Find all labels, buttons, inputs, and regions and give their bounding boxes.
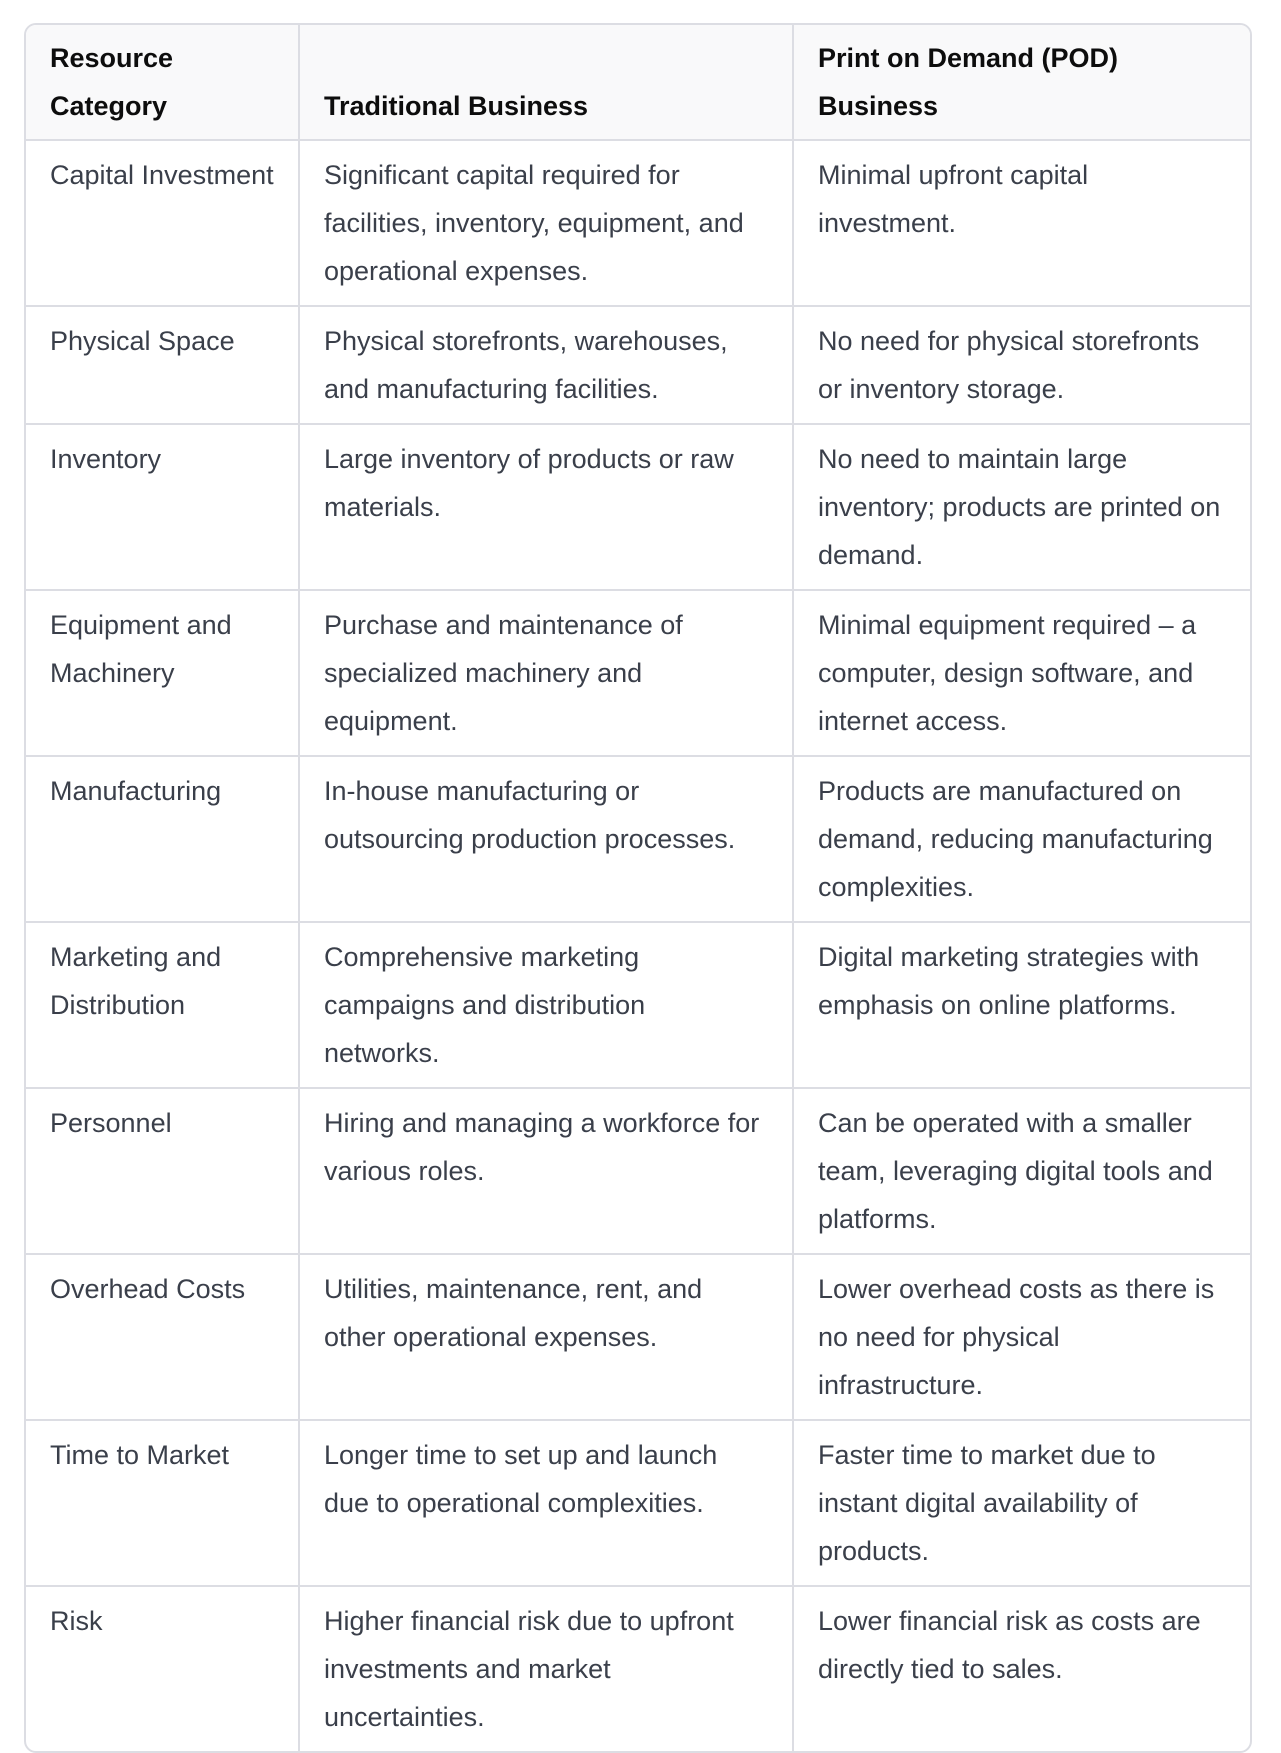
- table-row: [26, 1421, 1250, 1587]
- cell-category: Capital Investment: [26, 141, 300, 307]
- cell-pod: No need to maintain large inventory; products are printed on demand.: [794, 425, 1250, 591]
- cell-traditional: Large inventory of products or raw materials.: [300, 425, 794, 591]
- cell-traditional: Hiring and managing a workforce for various roles.: [300, 1089, 794, 1255]
- cell-pod: Digital marketing strategies with emphasis on online platforms.: [794, 923, 1250, 1089]
- cell-category: Physical Space: [26, 307, 300, 425]
- header-resource-category: Resource Category: [26, 25, 300, 141]
- table-row: [26, 1089, 1250, 1255]
- table-row: [26, 591, 1250, 757]
- cell-pod: Products are manufactured on demand, reducing manufacturing complexities.: [794, 757, 1250, 923]
- cell-category: Marketing and Distribution: [26, 923, 300, 1089]
- cell-pod: No need for physical storefronts or inventory storage.: [794, 307, 1250, 425]
- cell-traditional: Longer time to set up and launch due to operational complexities.: [300, 1421, 794, 1587]
- cell-pod: Lower financial risk as costs are directly tied to sales.: [818, 1606, 1201, 1684]
- cell-pod: Lower overhead costs as there is no need for physical infrastructure.: [794, 1255, 1250, 1421]
- cell-category: Time to Market: [26, 1421, 300, 1587]
- cell-traditional: Physical storefronts, warehouses, and manufacturing facilities.: [300, 307, 794, 425]
- table-row: [26, 425, 1250, 591]
- cell-traditional: Significant capital required for facilities, inventory, equipment, and operational expenses.: [300, 141, 794, 307]
- cell-category: Equipment and Machinery: [26, 591, 300, 757]
- table-row: [26, 923, 1250, 1089]
- cell-category: Overhead Costs: [26, 1255, 300, 1421]
- cell-traditional: Comprehensive marketing campaigns and distribution networks.: [300, 923, 794, 1089]
- cell-traditional: Purchase and maintenance of specialized machinery and equipment.: [300, 591, 794, 757]
- table-row: [26, 141, 1250, 307]
- cell-pod: Minimal equipment required – a computer, design software, and internet access.: [794, 591, 1250, 757]
- table-header-row: [26, 25, 1250, 141]
- cell-category: Inventory: [26, 425, 300, 591]
- table-row: [26, 757, 1250, 923]
- cell-traditional: Higher financial risk due to upfront investments and market uncertainties.: [300, 1587, 794, 1751]
- comparison-table: [24, 23, 1252, 1753]
- cell-category: Manufacturing: [26, 757, 300, 923]
- cell-pod: Minimal upfront capital investment.: [794, 141, 1250, 307]
- cell-category: Personnel: [26, 1089, 300, 1255]
- cell-category: Risk: [26, 1587, 300, 1751]
- table-row: [26, 307, 1250, 425]
- cell-traditional: Utilities, maintenance, rent, and other operational expenses.: [300, 1255, 794, 1421]
- header-pod-business: Print on Demand (POD) Business: [794, 25, 1250, 141]
- cell-pod: Can be operated with a smaller team, leveraging digital tools and platforms.: [794, 1089, 1250, 1255]
- table-row: [26, 1587, 1250, 1751]
- cell-traditional: In-house manufacturing or outsourcing production processes.: [300, 757, 794, 923]
- header-traditional-business: Traditional Business: [300, 25, 794, 141]
- comparison-table-container: [24, 23, 1248, 1753]
- cell-pod: Faster time to market due to instant digital availability of products.: [794, 1421, 1250, 1587]
- table-row: [26, 1255, 1250, 1421]
